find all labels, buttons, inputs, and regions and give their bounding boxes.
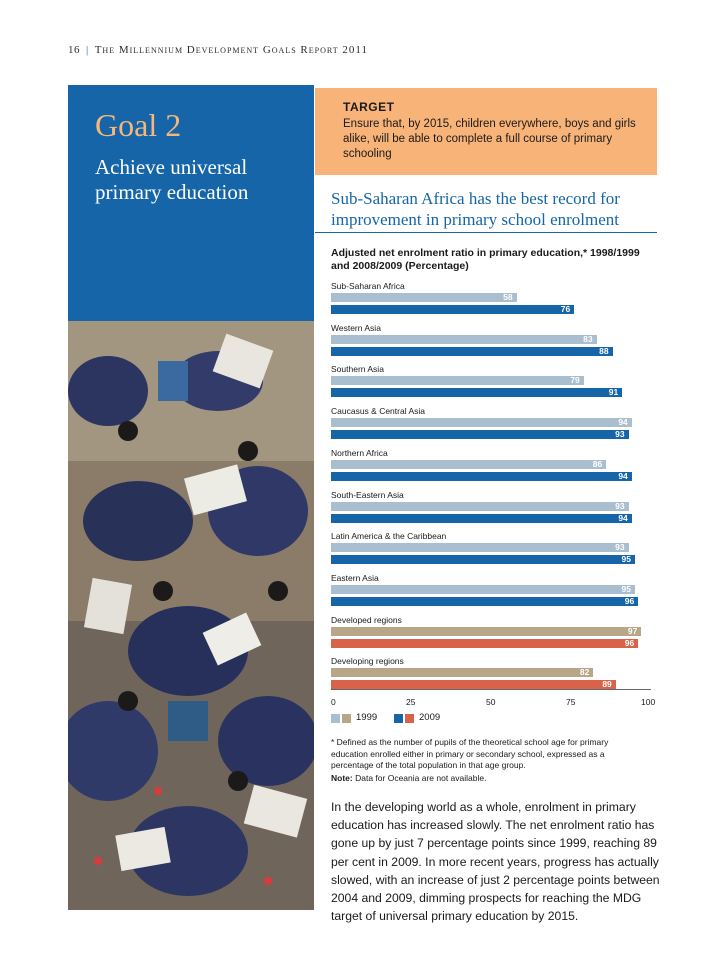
bar-value-eastern-asia-2009: 96 bbox=[624, 595, 635, 606]
bar-value-southern-asia-2009: 91 bbox=[608, 387, 619, 398]
category-label-northern-africa: Northern Africa bbox=[331, 447, 388, 458]
bar-sub-saharan-africa-2009 bbox=[331, 305, 574, 314]
note-text: Data for Oceania are not available. bbox=[355, 773, 487, 783]
page-number: 16 bbox=[68, 44, 80, 56]
legend-swatch-2009-aggregate bbox=[405, 714, 414, 723]
bar-value-northern-africa-1999: 86 bbox=[592, 458, 603, 469]
section-headline: Sub-Saharan Africa has the best record for improvement in primary school enrolment bbox=[331, 189, 620, 229]
chart-title: Adjusted net enrolment ratio in primary education,* 1998/1999 and 2008/2009 (Percentage) bbox=[331, 247, 640, 272]
bar-value-developing-regions-1999: 82 bbox=[579, 667, 590, 678]
chart-footnote: * Defined as the number of pupils of the theoretical school age for primary education enrolled either in primary or secondary school, expressed as a percentage of the total population in that age group. bbox=[331, 737, 609, 770]
bar-value-developing-regions-2009: 89 bbox=[602, 679, 612, 690]
goal-subtitle: Achieve universal primary education bbox=[95, 155, 249, 204]
goal-title: Goal 2 bbox=[95, 107, 182, 143]
bar-latin-america-and-the-caribbean-2009 bbox=[331, 555, 635, 564]
bar-value-south-eastern-asia-2009: 94 bbox=[618, 512, 628, 523]
category-label-south-eastern-asia: South-Eastern Asia bbox=[331, 489, 404, 500]
bar-developed-regions-2009 bbox=[331, 639, 638, 648]
category-label-eastern-asia: Eastern Asia bbox=[331, 572, 379, 583]
body-paragraph: In the developing world as a whole, enrolment in primary education has increased slowly. The net enrolment ratio has gone up by just 7 percentage points since 1999, reaching 89 per cent in 2009. In more recent years, progress has actually slowed, with an increase of just 2 percentage points between 2004 and 2009, dimming prospects for reaching the MDG target of universal primary education by 2015. bbox=[331, 800, 660, 924]
bar-developing-regions-1999 bbox=[331, 668, 593, 677]
bar-value-western-asia-2009: 88 bbox=[599, 345, 609, 356]
legend-swatch-1999-aggregate bbox=[342, 714, 351, 723]
target-text: Ensure that, by 2015, children everywhere, boys and girls alike, will be able to complete a full course of primary schooling bbox=[343, 118, 636, 160]
target-label: TARGET bbox=[343, 100, 395, 114]
category-label-latin-america-and-the-caribbean: Latin America & the Caribbean bbox=[331, 531, 447, 542]
legend-swatch-1999-standard bbox=[331, 714, 340, 723]
bar-value-developed-regions-1999: 97 bbox=[627, 625, 638, 636]
bar-value-northern-africa-2009: 94 bbox=[618, 470, 628, 481]
bar-northern-africa-2009 bbox=[331, 472, 632, 481]
bar-latin-america-and-the-caribbean-1999 bbox=[331, 543, 629, 552]
x-axis-line bbox=[331, 689, 651, 690]
x-tick-label-25: 25 bbox=[406, 697, 416, 707]
category-label-developing-regions: Developing regions bbox=[331, 656, 404, 667]
header-separator: | bbox=[86, 44, 89, 56]
legend-label-2009: 2009 bbox=[419, 712, 441, 723]
bar-developed-regions-1999 bbox=[331, 627, 641, 636]
category-label-sub-saharan-africa: Sub-Saharan Africa bbox=[331, 281, 405, 291]
bar-value-developed-regions-2009: 96 bbox=[624, 637, 635, 648]
bar-south-eastern-asia-1999 bbox=[331, 502, 629, 511]
bar-eastern-asia-2009 bbox=[331, 597, 638, 606]
legend-swatch-2009-standard bbox=[394, 714, 403, 723]
bar-value-south-eastern-asia-1999: 93 bbox=[615, 500, 625, 511]
bar-western-asia-1999 bbox=[331, 335, 597, 344]
bar-value-eastern-asia-1999: 95 bbox=[621, 583, 631, 594]
legend-label-1999: 1999 bbox=[356, 712, 378, 723]
bar-western-asia-2009 bbox=[331, 347, 613, 356]
x-tick-label-50: 50 bbox=[486, 697, 496, 707]
bar-south-eastern-asia-2009 bbox=[331, 514, 632, 523]
category-label-developed-regions: Developed regions bbox=[331, 614, 402, 625]
category-label-caucasus-and-central-asia: Caucasus & Central Asia bbox=[331, 406, 426, 417]
bar-value-sub-saharan-africa-1999: 58 bbox=[503, 292, 513, 302]
bar-developing-regions-2009 bbox=[331, 680, 616, 689]
bar-southern-asia-1999 bbox=[331, 376, 584, 385]
bar-value-western-asia-1999: 83 bbox=[583, 333, 593, 344]
bar-caucasus-and-central-asia-2009 bbox=[331, 430, 629, 439]
x-tick-label-0: 0 bbox=[331, 697, 336, 707]
category-label-southern-asia: Southern Asia bbox=[331, 364, 384, 375]
chart-note bbox=[331, 773, 636, 783]
bar-eastern-asia-1999 bbox=[331, 585, 635, 594]
bar-southern-asia-2009 bbox=[331, 388, 622, 397]
bar-value-sub-saharan-africa-2009: 76 bbox=[560, 304, 571, 314]
bar-value-latin-america-and-the-caribbean-2009: 95 bbox=[621, 554, 631, 565]
report-title: The Millennium Development Goals Report 2011 bbox=[94, 44, 368, 56]
bar-northern-africa-1999 bbox=[331, 460, 606, 469]
bar-value-southern-asia-1999: 79 bbox=[570, 375, 580, 386]
bar-value-caucasus-and-central-asia-1999: 94 bbox=[618, 417, 628, 428]
bar-value-caucasus-and-central-asia-2009: 93 bbox=[615, 429, 625, 440]
category-label-western-asia: Western Asia bbox=[331, 322, 381, 333]
bar-value-latin-america-and-the-caribbean-1999: 93 bbox=[615, 542, 625, 553]
bar-caucasus-and-central-asia-1999 bbox=[331, 418, 632, 427]
note-label: Note: bbox=[331, 773, 353, 783]
x-tick-label-100: 100 bbox=[641, 697, 656, 707]
x-tick-label-75: 75 bbox=[566, 697, 576, 707]
